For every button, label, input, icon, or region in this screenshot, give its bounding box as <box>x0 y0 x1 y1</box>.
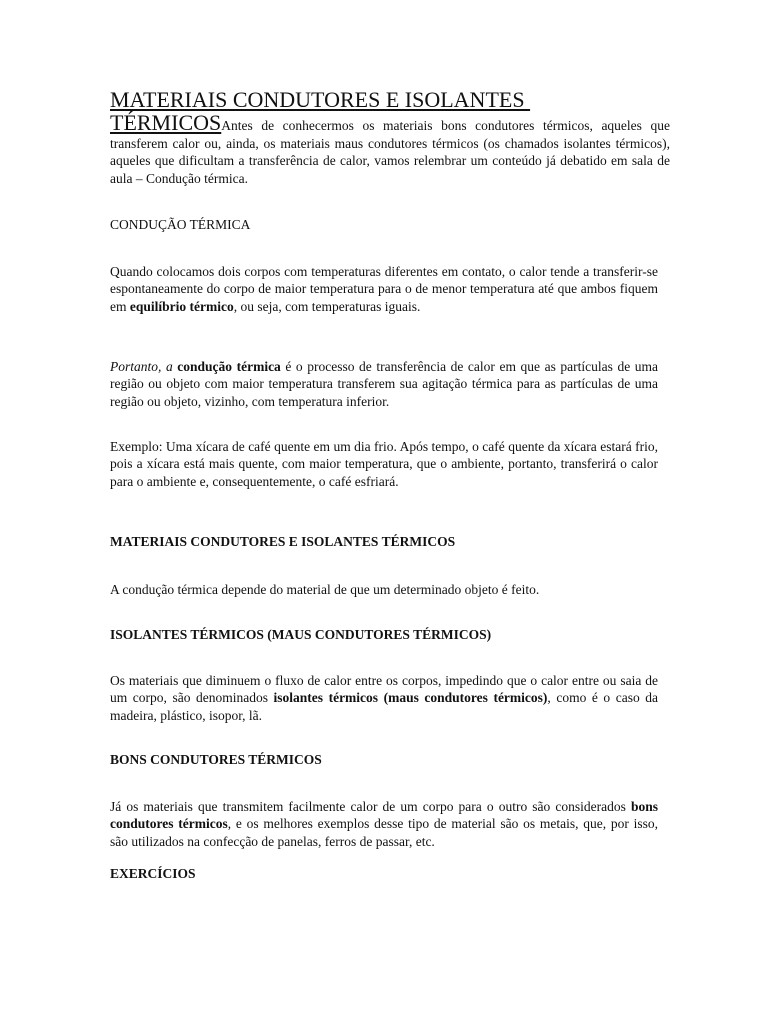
paragraph-conducao-1 <box>110 263 658 315</box>
paragraph-text: , e os melhores exemplos desse tipo de material são os metais, que, por isso, são utilizados na confecção de panelas, ferros de passar, etc. <box>110 816 658 849</box>
intro-text: Antes de conhecermos os materiais bons condutores térmicos, aqueles que transferem calor ou, ainda, os materiais maus condutores térmicos (os chamados isolantes térmicos), aqueles que dificultam a transferência de calor, vamos relembrar um conteúdo já debatido em sala de aula – Condução térmica. <box>110 118 670 186</box>
intro-paragraph <box>110 112 670 187</box>
section-heading-conducao: CONDUÇÃO TÉRMICA <box>110 217 251 232</box>
section-heading-bons: BONS CONDUTORES TÉRMICOS <box>110 752 322 767</box>
section-heading-materiais: MATERIAIS CONDUTORES E ISOLANTES TÉRMICOS <box>110 534 456 549</box>
paragraph-conducao-2 <box>110 358 658 410</box>
bold-term-conducao: condução térmica <box>177 359 281 374</box>
paragraph-text: é o processo de transferência de calor em que as partículas de uma região ou objeto com maior temperatura transferem sua agitação térmica para as partículas de uma região ou objeto, vizinho, com temperatura inferior. <box>110 359 658 409</box>
paragraph-text: Já os materiais que transmitem facilmente calor de um corpo para o outro são considerados <box>110 799 631 814</box>
document-title-line2: TÉRMICOS <box>110 110 222 135</box>
bold-term-bons: bons condutores térmicos <box>110 799 658 832</box>
paragraph-text: , ou seja, com temperaturas iguais. <box>233 298 421 314</box>
paragraph-text: Quando colocamos dois corpos com temperaturas diferentes em contato, o calor tende a transferir-se espontaneamente do corpo de maior temperatura para o de menor temperatura até que ambos fiquem em <box>110 264 658 314</box>
bold-term-isolantes: isolantes térmicos (maus condutores térmicos) <box>273 690 548 706</box>
paragraph-text: Os materiais que diminuem o fluxo de calor entre os corpos, impedindo que o calor entre ou saia de um corpo, são denominados <box>110 673 658 706</box>
paragraph-exemplo: Exemplo: Uma xícara de café quente em um dia frio. Após tempo, o café quente da xícara estará frio, pois a xícara está mais quente, com maior temperatura, que o ambiente, portanto, transferirá o calor para o ambiente e, consequentemente, o café esfriará. <box>110 439 658 489</box>
paragraph-text: , como é o caso da madeira, plástico, isopor, lã. <box>110 690 658 723</box>
document-title-line1: MATERIAIS CONDUTORES E ISOLANTES <box>110 87 531 112</box>
paragraph-bons <box>110 798 658 850</box>
section-heading-isolantes: ISOLANTES TÉRMICOS (MAUS CONDUTORES TÉRMICOS) <box>110 627 492 642</box>
bold-term-equilibrio: equilíbrio térmico <box>129 298 234 314</box>
section-heading-exercicios: EXERCÍCIOS <box>110 866 196 881</box>
paragraph-isolantes <box>110 672 658 724</box>
italic-text: Portanto, a <box>110 359 178 374</box>
paragraph-materiais: A condução térmica depende do material de que um determinado objeto é feito. <box>110 582 540 597</box>
